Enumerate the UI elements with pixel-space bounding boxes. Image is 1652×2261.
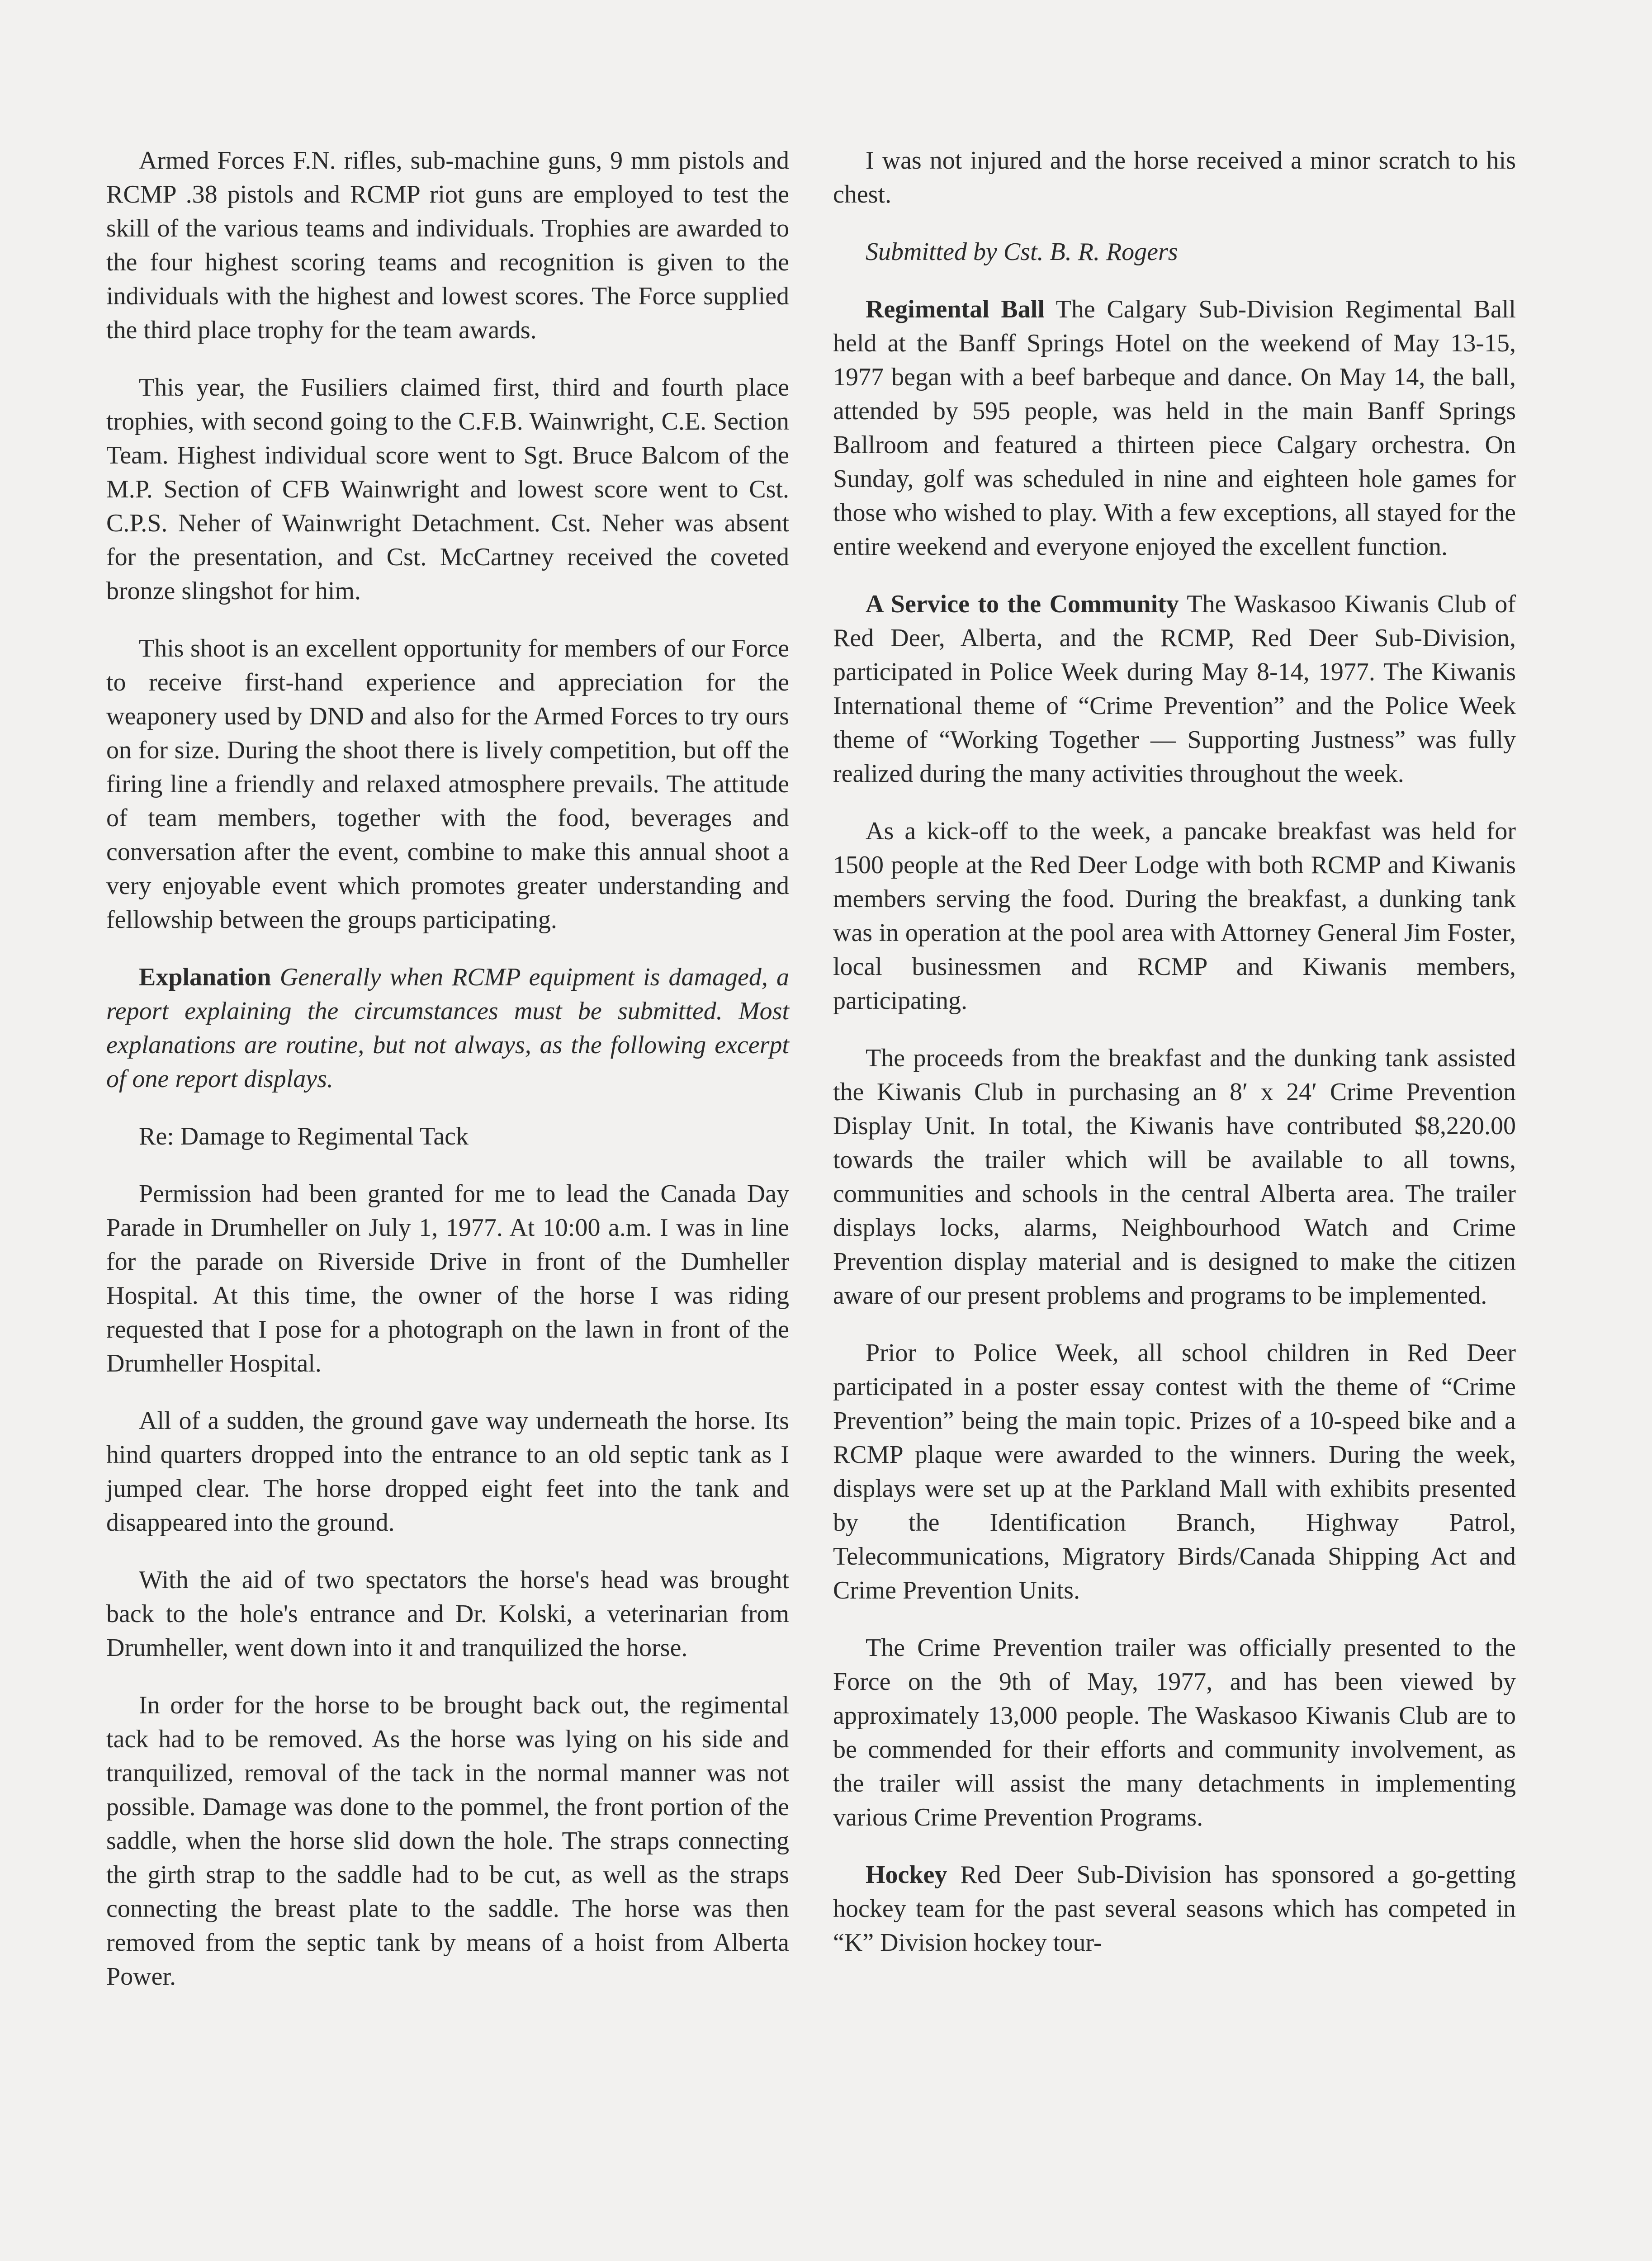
- paragraph: The Crime Prevention trailer was officially presented to the Force on the 9th of May, 1977, and has been viewed by approximately 13,000 people. The Waskasoo Kiwanis Club are to be commended for their efforts and community involvement, as the trailer will assist the many detachments in implementing various Crime Prevention Programs.: [833, 1634, 1516, 1831]
- service-text: The Waskasoo Kiwanis Club of Red Deer, Alberta, and the RCMP, Red Deer Sub-Division, participated in Police Week during May 8-14, 1977. The Kiwanis International theme of “Crime Prevention” and the Police Week theme of “Working Together — Supporting Justness” was fully realized during the many activities throughout the week.: [833, 590, 1516, 788]
- byline: Submitted by Cst. B. R. Rogers: [866, 238, 1178, 266]
- paragraph: With the aid of two spectators the horse's head was brought back to the hole's entrance and Dr. Kolski, a veterinarian from Drumheller, went down into it and tranquilized the horse.: [106, 1566, 789, 1662]
- paragraph: Armed Forces F.N. rifles, sub-machine guns, 9 mm pistols and RCMP .38 pistols and RCMP riot guns are employed to test the skill of the various teams and individuals. Trophies are awarded to the four highest scoring teams and recognition is given to the individuals with the highest and lowest scores. The Force supplied the third place trophy for the team awards.: [106, 147, 789, 344]
- section-heading-regimental-ball: Regimental Ball: [866, 295, 1045, 323]
- paragraph: Permission had been granted for me to lead the Canada Day Parade in Drumheller on July 1, 1977. At 10:00 a.m. I was in line for the parade on Riverside Drive in front of the Dumheller Hospital. At this time, the owner of the horse I was riding requested that I pose for a photograph on the lawn in front of the Drumheller Hospital.: [106, 1180, 789, 1377]
- hockey-paragraph: [833, 1858, 1516, 1960]
- regimental-ball-text: The Calgary Sub-Division Regimental Ball held at the Banff Springs Hotel on the weekend of May 13-15, 1977 began with a beef barbeque and dance. On May 14, the ball, attended by 595 people, was held in the main Banff Springs Ballroom and featured a thirteen piece Calgary orchestra. On Sunday, golf was scheduled in nine and eighteen hole games for those who wished to play. With a few exceptions, all stayed for the entire weekend and everyone enjoyed the excellent function.: [833, 295, 1516, 561]
- section-heading-service: A Service to the Community: [866, 590, 1179, 618]
- re-line: Re: Damage to Regimental Tack: [139, 1122, 469, 1150]
- explanation-paragraph: [106, 960, 789, 1096]
- section-heading-explanation: Explanation: [139, 963, 271, 991]
- service-paragraph: [833, 587, 1516, 791]
- paragraph: All of a sudden, the ground gave way underneath the horse. Its hind quarters dropped into the entrance to an old septic tank as I jumped clear. The horse dropped eight feet into the tank and disappeared into the ground.: [106, 1407, 789, 1537]
- section-heading-hockey: Hockey: [866, 1861, 947, 1889]
- regimental-ball-paragraph: [833, 293, 1516, 564]
- paragraph: Prior to Police Week, all school children in Red Deer participated in a poster essay contest with the theme of “Crime Prevention” being the main topic. Prizes of a 10-speed bike and a RCMP plaque were awarded to the winners. During the week, displays were set up at the Parkland Mall with exhibits presented by the Identification Branch, Highway Patrol, Telecommunications, Migratory Birds/Canada Shipping Act and Crime Prevention Units.: [833, 1339, 1516, 1604]
- paragraph: This year, the Fusiliers claimed first, third and fourth place trophies, with second going to the C.F.B. Wainwright, C.E. Section Team. Highest individual score went to Sgt. Bruce Balcom of the M.P. Section of CFB Wainwright and lowest score went to Cst. C.P.S. Neher of Wainwright Detachment. Cst. Neher was absent for the presentation, and Cst. McCartney received the coveted bronze slingshot for him.: [106, 374, 789, 605]
- paragraph: As a kick-off to the week, a pancake breakfast was held for 1500 people at the Red Deer Lodge with both RCMP and Kiwanis members serving the food. During the breakfast, a dunking tank was in operation at the pool area with Attorney General Jim Foster, local businessmen and RCMP and Kiwanis members, participating.: [833, 817, 1516, 1015]
- explanation-text: Generally when RCMP equipment is damaged, a report explaining the circumstances must be submitted. Most explanations are routine, but not always, as the following excerpt of one report displays.: [106, 963, 789, 1093]
- paragraph: This shoot is an excellent opportunity for members of our Force to receive first-hand experience and appreciation for the weaponery used by DND and also for the Armed Forces to try ours on for size. During the shoot there is lively competition, but off the firing line a friendly and relaxed atmosphere prevails. The attitude of team members, together with the food, beverages and conversation after the event, combine to make this annual shoot a very enjoyable event which promotes greater understanding and fellowship between the groups participating.: [106, 634, 789, 934]
- paragraph: The proceeds from the breakfast and the dunking tank assisted the Kiwanis Club in purchasing an 8′ x 24′ Crime Prevention Display Unit. In total, the Kiwanis have contributed $8,220.00 towards the trailer which will be available to all towns, communities and schools in the central Alberta area. The trailer displays locks, alarms, Neighbourhood Watch and Crime Prevention display material and is designed to make the citizen aware of our present problems and programs to be implemented.: [833, 1044, 1516, 1310]
- hockey-text: Red Deer Sub-Division has sponsored a go-getting hockey team for the past several seasons which has competed in “K” Division hockey tour-: [833, 1861, 1516, 1957]
- paragraph: In order for the horse to be brought back out, the regimental tack had to be removed. As the horse was lying on his side and tranquilized, removal of the tack in the normal manner was not possible. Damage was done to the pommel, the front portion of the saddle, when the horse slid down the hole. The straps connecting the girth strap to the saddle had to be cut, as well as the straps connecting the breast plate to the saddle. The horse was then removed from the septic tank by means of a hoist from Alberta Power.: [106, 1691, 789, 1991]
- paragraph: I was not injured and the horse received a minor scratch to his chest.: [833, 147, 1516, 208]
- right-column: [833, 144, 1516, 1983]
- left-column: [106, 144, 789, 2017]
